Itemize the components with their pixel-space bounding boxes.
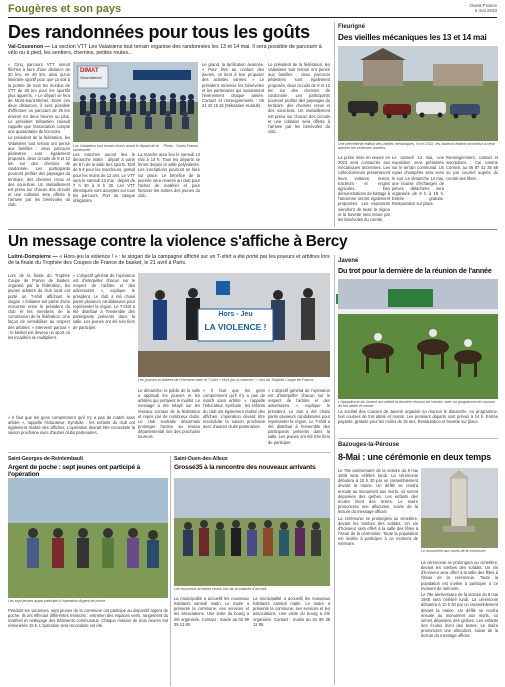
small2-photo (174, 478, 330, 586)
lead-col-4-text: Le grand, la tarification avancée. « Pour être au contact des jeunes, on tient à leur proposer des activités variées. » Le président remercie les bénévoles et les partenaires qui soutiennent l'événement chaque année. Contact et renseignements : 06 21 42 15 15 (Sébastien Hurault). (202, 62, 264, 109)
sponsor-banner-sub: Gesmateriel (80, 75, 102, 80)
lead-title: Des randonnées pour tous les goûts (8, 22, 310, 42)
memorial-col-2 (421, 560, 498, 683)
lead-col-3 (138, 152, 200, 228)
banner-line-1: Hors - Jeu (218, 311, 253, 318)
side-kicker: Fleurigné (338, 24, 366, 30)
column-divider-3 (170, 456, 171, 686)
newcomers-illustration (174, 478, 330, 586)
side-col-1 (338, 155, 390, 227)
horse-kicker: Javené (338, 258, 359, 264)
horse-photo (338, 279, 498, 399)
horse-race-illustration (338, 279, 498, 399)
horse-body-text: La société des courses de Javené organise sa réunion le dimanche. Au programme, huit courses de trot attelé et monté. Les premiers départs sont prévus à 14 h. Entrée payante, gratuite pour les moins de 16 ans. Restauration et buvette sur place. (338, 409, 498, 425)
group-photo-illustration (73, 62, 198, 142)
small2-col-1 (174, 596, 249, 685)
side-title: Des vieilles mécaniques les 13 et 14 mai (338, 33, 487, 42)
main-col-1 (8, 273, 70, 413)
main-col-1-text: Lors de la finale du Trophée Coupe de France de basket, organisé par la fédération, les jeunes arbitres du club local ont porté un T-shirt affichant le slogan. L'initiative est partie d'une rencontre entre le président du club et les membres de la commission de la fédération. Une façon de sensibiliser au respect des arbitres. « Intervenir partout » : le basket est devenu un sport où les incivilités se multiplient. (8, 273, 70, 340)
main-lede-place: Luitré-Dompierre — (8, 254, 58, 260)
side-photo (338, 46, 498, 141)
main-col-4 (203, 388, 265, 448)
column-divider-2 (334, 255, 335, 685)
horse-title: Du trot pour la dernière de la réunion de l'année (338, 266, 492, 275)
lead-photo (73, 62, 198, 142)
memorial-kicker: Bazouges-la-Pérouse (338, 442, 400, 448)
side-col-2-text: Le samedi 13 mai, une exposition sera présentée sur le terrain communal. Un repas champêtre sera servi le soir. Le dimanche 14 mai, une bourse d'échanges de pièces détachées sera organisée de 8 h à 18 h. Entrée gratuite. Restauration sur place. (392, 155, 444, 207)
column-divider (334, 22, 335, 227)
small2-col-2-text: La municipalité a accueilli les nouveaux habitants samedi matin. Le maire a présenté la commune, ses services et les associations. Une visite du bourg a été organisée. Contact : mairie au 02 99 39 12 85. (253, 596, 330, 627)
lead-col-4 (202, 62, 264, 228)
small1-caption: Les sept jeunes ayant participé à l'opération Argent de poche. (8, 599, 107, 603)
sponsor-banner: DIMAT (80, 68, 99, 74)
small2-col-1-text: La municipalité a accueilli les nouveaux habitants samedi matin. Le maire a présenté la commune, ses services et les associations. Une visite du bourg a été organisée. Contact : mairie au 02 99 39 12 85. (174, 596, 249, 627)
main-lede-text: « Hors-jeu la violence ! » : le slogan de la campagne affiché sur un T-shirt a été porté par les joueurs et arbitres lors de la finale du Trophée des Coupes de France de basket, le 21 avril à Paris. (8, 254, 330, 267)
main-col-2 (73, 273, 135, 413)
lead-col-2-text: Les marches auront lieu le dimanche matin : départ à partir de 8 h de la salle des sports. Tarif de 5 € pour les marcheurs, gratuit pour les moins de 12 ans. Le VTT sera le samedi 13 mai : départ de 7 h 30 à 9 h 30. Les VTT électriques sont acceptés sur tous les parcours. Port du casque obligatoire. (73, 152, 135, 204)
lead-col-3-text: La marche aura lieu le samedi 13 mai à 14 h. Tous les départs se feront depuis la salle polyvalente. Les inscriptions pourront se faire sur place. Le bénéfice de la journée sera reversé au club pour l'achat de matériel et pour financer les sorties des jeunes du club. (138, 152, 200, 199)
main-col-5-text: « L'objectif général de l'opération est d'interpeller chacun sur le respect de l'arbitre et des adversaires », explique le président. Le club a été choisi parmi plusieurs candidatures pour représenter la région. Le T-shirt a été distribué à l'ensemble des participants présents dans la salle. Les jeunes ont été très fiers de participer. (268, 388, 330, 445)
memorial-col-2-text: La cérémonie se prolongera au cimetière, devant les tombes des soldats. Un vin d'honneur sera offert à la salle des fêtes à l'issue de la cérémonie. Toute la population est invitée à participer à ce moment de mémoire. (421, 560, 498, 591)
section-rule (8, 229, 497, 230)
main-lede (8, 254, 331, 267)
section-title: Fougères et son pays (8, 3, 122, 15)
lead-col-5 (268, 62, 330, 228)
lead-col-1-text: « Cinq parcours VTT seront fléchés à faire d'une distance de 20 km, en 45 km, ainsi qu'un itinéraire sportif pour que ça soit à la portée de tous les mordus de VTT de 60 km pour les sportifs plus aguerris. » Le départ se fera de Mont-Saint-Michel. Entre ces deux distances, il sera possible d'effectuer un parcours de 35 km environ en deux heures ou plus. Le président Sébastien Hurault rappelle que l'association compte une quarantaine de licenciés. (8, 62, 70, 135)
small2-col-2 (253, 596, 330, 685)
horse-rule (338, 438, 498, 439)
side-col-3 (446, 155, 498, 227)
horse-caption: L'hippodrome de Javené accueillait la dernière réunion de l'année, avec un programme de courses de trot attelé et monté. (338, 400, 495, 409)
main-col-6-text: « Il faut que les gens comprennent qu'il n'y a pas de match sans arbitre », rappelle l'éducateur. Symbole : les enfants du club ont également réalisé des affiches. L'opération devrait être reconduite la saison prochaine avec d'autres clubs partenaires. (8, 415, 135, 436)
vintage-cars-illustration (338, 46, 498, 141)
main-col-4-text: « Il faut que les gens comprennent qu'il n'y a pas de match sans arbitre », rappelle l'éducateur. Symbole : les enfants du club ont également réalisé des affiches. L'opération devrait être reconduite la saison prochaine avec d'autres clubs partenaires. (203, 388, 265, 430)
lead-lede-text: La section VTT Les Valaisiens tout terrain organise des randonnées les 13 et 14 mai. Il sera possible de parcourir à vélo ou à pied, les sentiers, chemins, petites routes... (8, 44, 322, 57)
main-col-6 (8, 415, 135, 448)
lead-col-1 (8, 62, 70, 228)
small2-caption: Les nouveaux arrivants réunis lors de la matinée d'accueil. (174, 587, 268, 591)
small1-photo (8, 478, 168, 598)
lead-col-5-text: Le président de la fédération, les Valaisiens tout terrain ont pensé aux familles : deux parcours pédestres sont également proposés, deux circuits de 8 et 12 km sur des chemins de randonnée. Les participants pourront profiter des paysages du territoire, des chemins creux et des sous-bois. Un ravitaillement est prévu sur chacun des circuits et une collation sera offerte à l'arrivée par les bénévoles du club. (268, 62, 330, 135)
memorial-col-1-text: Le 78e anniversaire de la victoire du 8 mai 1945 sera célébré lundi. La cérémonie débutera à 10 h 30 par un rassemblement devant la mairie. Un défilé se rendra ensuite au monument aux morts, où seront déposées des gerbes. Les enfants des écoles liront des textes. Le maire prononcera une allocution, suivie de la lecture du message officiel. (338, 468, 418, 515)
small2-title: Grossé35 à la rencontre des nouveaux arrivants (174, 464, 316, 471)
memorial-title: 8-Mai : une cérémonie en deux temps (338, 452, 492, 462)
small2-kicker: Saint-Ouen-des-Alleux (174, 456, 228, 462)
lead-col-2 (73, 152, 135, 228)
header-rule (8, 17, 497, 18)
lead-caption: Les Valaisiens tout terrain réunis avant le départ de la randonnée. (73, 144, 159, 153)
main-photo (138, 273, 330, 377)
main-col-5 (268, 388, 330, 448)
side-col-1-text: La prime mise en œuvre en 2023 sera consacrée aux mécaniques anciennes. Les collectionneurs présenteront leurs voitures, motos, tracteurs et engins agricoles. Des démonstrations de battage à l'ancienne seront également proposées. Les exposants viendront de toute la région et la buvette sera tenue par les bénévoles du comité. (338, 155, 390, 222)
main-col-3 (138, 388, 200, 448)
paper-name: Ouest-France (469, 3, 497, 8)
side-col-2 (392, 155, 444, 227)
memorial-caption: Le monument aux morts de la commune. (421, 549, 487, 553)
lead-photo-credit: Photo : Ouest-France (163, 144, 198, 148)
memorial-col-1 (338, 468, 418, 683)
main-col-2-text: « L'objectif général de l'opération est d'interpeller chacun sur le respect de l'arbitre et des adversaires », explique le président. Le club a été choisi parmi plusieurs candidatures pour représenter la région. Le T-shirt a été distribué à l'ensemble des participants présents dans la salle. Les jeunes ont été très fiers de participer. (73, 273, 135, 330)
small1-kicker: Saint-Georges-de-Reintembault (8, 456, 84, 462)
small1-title: Argent de poche : sept jeunes ont participé à l'opération (8, 464, 141, 478)
main-caption: Les joueurs et arbitres de l'Hermine avec le T-shirt « Hors-jeu la violence ! » lors du Trophée Coupe de France. (138, 378, 315, 382)
youth-group-illustration (8, 478, 168, 598)
small1-body (8, 608, 168, 685)
bottom-rule (8, 452, 330, 453)
lead-lede-place: Val-Couesnon — (8, 44, 51, 50)
lead-col-1b-text: Le président de la fédération, les Valaisiens tout terrain ont pensé aux familles : deux parcours pédestres sont également proposés, deux circuits de 8 et 12 km sur des chemins de randonnée. Les participants pourront profiter des paysages du territoire, des chemins creux et des sous-bois. Un ravitaillement est prévu sur chacun des circuits et une collation sera offerte à l'arrivée par les bénévoles du club. (8, 135, 70, 208)
small1-body-text: Pendant les vacances, sept jeunes de la commune ont participé au dispositif argent de poche. Ils ont effectué différentes missions : entretien des espaces verts, rangement du matériel et nettoyage des bâtiments communaux. Chaque mission de trois heures est rémunérée 15 €. L'opération sera reconduite cet été. (8, 608, 168, 629)
banner-line-2: LA VIOLENCE ! (204, 322, 267, 332)
paper-date: 6 mai 2023 (474, 8, 497, 13)
horse-body (338, 409, 498, 434)
memorial-col-1b-text: La cérémonie se prolongera au cimetière, devant les tombes des soldats. Un vin d'honneur sera offert à la salle des fêtes à l'issue de la cérémonie. Toute la population est invitée à participer à ce moment de mémoire. (338, 515, 418, 547)
monument-illustration (421, 468, 498, 548)
side-caption: Une précédente édition des vieilles mécaniques, ici en 2022, les visiteurs étaient nombreux à venir admirer les véhicules anciens. (338, 142, 495, 151)
main-title: Un message contre la violence s'affiche à Bercy (8, 233, 348, 250)
lead-lede (8, 44, 331, 57)
main-col-3-text: Le dimanche, le public de la salle a applaudi les joueurs et les arbitres qui portaient le maillot. Le message a été relayé sur les réseaux sociaux de la fédération et repris par de nombreux clubs. Le club souhaite désormais prolonger l'action au niveau départemental lors des prochains tournois. (138, 388, 200, 440)
page-meta (437, 3, 497, 13)
memorial-photo (421, 468, 498, 548)
side-col-3-text: Renseignement, contact et inscriptions : Cai comme Conseil, au 06 87 42 35 69 ou par courriel auprès du comité des fêtes. (446, 155, 498, 181)
memorial-col-2b-text: Le 78e anniversaire de la victoire du 8 mai 1945 sera célébré lundi. La cérémonie débutera à 10 h 30 par un rassemblement devant la mairie. Un défilé se rendra ensuite au monument aux morts, où seront déposées des gerbes. Les enfants des écoles liront des textes. Le maire prononcera une allocution, suivie de la lecture du message officiel. (421, 592, 498, 639)
